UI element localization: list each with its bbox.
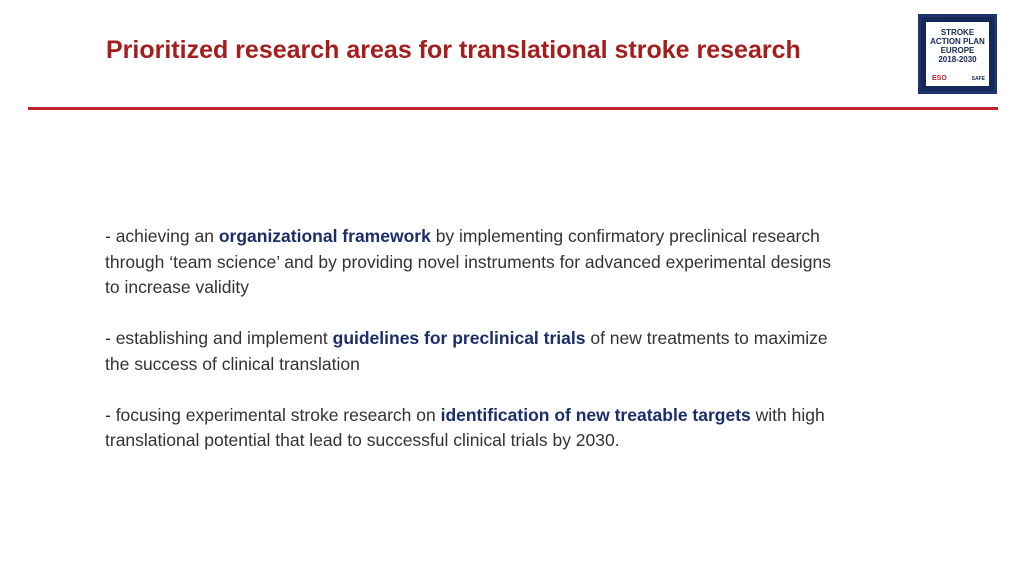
bullet-suffix: of new treatments to maximize the success of clinical translation [105, 328, 828, 374]
logo-line-4: 2018-2030 [938, 55, 977, 64]
bullet-prefix: - focusing experimental stroke research on [105, 404, 441, 425]
bullet-highlight: organizational framework [218, 226, 431, 246]
bullet-prefix: - achieving an [105, 226, 219, 246]
logo-text [926, 28, 989, 64]
bullet-suffix: with high translational potential that lead to successful clinical trials by 2030. [105, 404, 825, 450]
logo-line-1: STROKE [940, 28, 975, 37]
bullet-item-treatable-targets [105, 403, 845, 454]
title-divider [28, 107, 998, 110]
logo-safe-mark: SAFE [971, 76, 985, 82]
stroke-action-plan-logo [918, 14, 997, 94]
bullet-highlight: guidelines for preclinical trials [332, 328, 586, 348]
logo-panel [926, 22, 989, 86]
logo-eso-mark: ESO [932, 75, 947, 82]
bullet-item-preclinical-guidelines [105, 326, 845, 377]
bullet-suffix: by implementing confirmatory preclinical research through ‘team science’ and by providing novel instruments for advanced experimental designs to increase validity [105, 226, 832, 297]
bullet-prefix: - establishing and implement [105, 328, 333, 348]
bullet-item-organizational-framework [105, 224, 845, 301]
bullet-list [105, 224, 845, 479]
slide-title: Prioritized research areas for translational stroke research [106, 36, 801, 64]
logo-line-2: ACTION PLAN [930, 37, 985, 46]
logo-line-3: EUROPE [940, 46, 975, 55]
logo-footer [932, 75, 985, 82]
bullet-highlight: identification of new treatable targets [440, 404, 751, 425]
